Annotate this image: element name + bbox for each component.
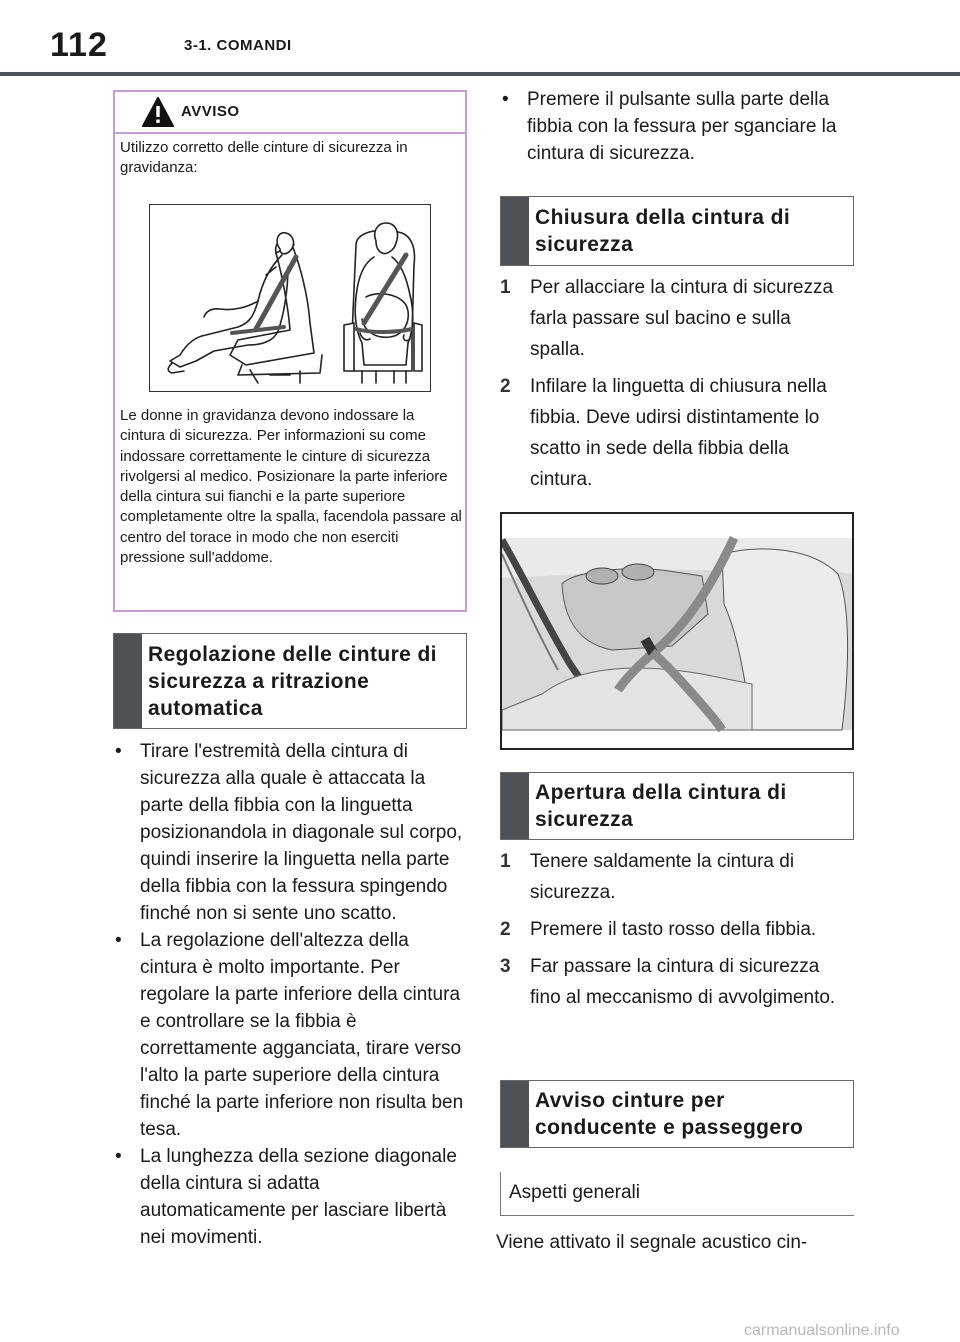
warning-body: Le donne in gravidanza devono indossare la cintura di sicurezza. Per informazioni su come indossare correttamente le cinture di sicurezza rivolgersi al medico. Posizionare la parte inferiore della cintura sui fianchi e la parte superiore completamente oltre la spalla, facendola passare al centro del torace in modo che non eserciti pressione sull'addome. [120, 407, 462, 567]
release-bullet [500, 86, 852, 167]
heading-text: Chiusura della cintura di sicurezza [535, 206, 791, 256]
heading-bar [501, 773, 529, 839]
warning-header [115, 92, 465, 134]
warning-box [113, 90, 467, 612]
subsection-heading [500, 1172, 854, 1216]
heading-bar [114, 634, 142, 728]
watermark: carmanualsonline.info [744, 1322, 900, 1339]
step-item: 2 Premere il tasto rosso della fibbia. [500, 919, 817, 940]
page-number: 112 [50, 26, 108, 64]
header-rule [0, 72, 960, 76]
step-item: 3 Far passare la cintura di sicurezza fino al meccanismo di avvolgimento. [500, 956, 836, 1008]
list-item: • Premere il pulsante sulla parte della fibbia con la fessura per sganciare la cintura di sicurezza. [502, 89, 837, 164]
warning-triangle-icon [141, 96, 175, 128]
heading-bar [501, 1081, 529, 1147]
list-item: • La lunghezza della sezione diagonale della cintura si adatta automaticamente per lasciare libertà nei movimenti. [115, 1146, 457, 1248]
step-item: 1 Tenere saldamente la cintura di sicurezza. [500, 851, 795, 903]
heading-text: Avviso cinture per conducente e passeggero [535, 1089, 804, 1139]
section-heading-chiusura [500, 196, 854, 266]
body-text: Viene attivato il segnale acustico cin- [496, 1232, 808, 1253]
step-item: 1 Per allacciare la cintura di sicurezza farla passare sul bacino e sulla spalla. [500, 277, 834, 360]
chapter-title: 3-1. COMANDI [184, 37, 292, 54]
section-heading-apertura [500, 772, 854, 840]
heading-text: Apertura della cintura di sicurezza [535, 781, 787, 831]
warning-title: AVVISO [181, 103, 240, 120]
heading-bar [501, 197, 529, 265]
list-item: • Tirare l'estremità della cintura di sicurezza alla quale è attaccata la parte della fibbia con la linguetta posizionandola in diagonale sul corpo, quindi inserire la linguetta nella parte della fibbia con la fessura spingendo finché non si sente uno scatto. [115, 741, 463, 924]
list-item: • La regolazione dell'altezza della cintura è molto importante. Per regolare la parte inferiore della cintura e controllare se la fibbia è correttamente agganciata, tirare verso l'alto la parte superiore della cintura finché la parte inferiore non risulta ben tesa. [115, 930, 464, 1140]
adjustment-bullets [113, 738, 465, 1251]
pregnant-seatbelt-illustration [149, 204, 431, 392]
section-heading-avviso-cinture [500, 1080, 854, 1148]
step-item: 2 Infilare la linguetta di chiusura nella fibbia. Deve udirsi distintamente lo scatto in sede della fibbia della cintura. [500, 376, 827, 490]
section-heading-regolazione [113, 633, 467, 729]
warning-intro: Utilizzo corretto delle cinture di sicurezza in gravidanza: [120, 139, 408, 176]
closing-steps [500, 272, 846, 501]
seatbelt-buckle-photo [500, 512, 854, 750]
subsection-title: Aspetti generali [509, 1182, 640, 1203]
heading-text: Regolazione delle cinture di sicurezza a ritrazione automatica [148, 643, 437, 720]
opening-steps [500, 846, 846, 1019]
